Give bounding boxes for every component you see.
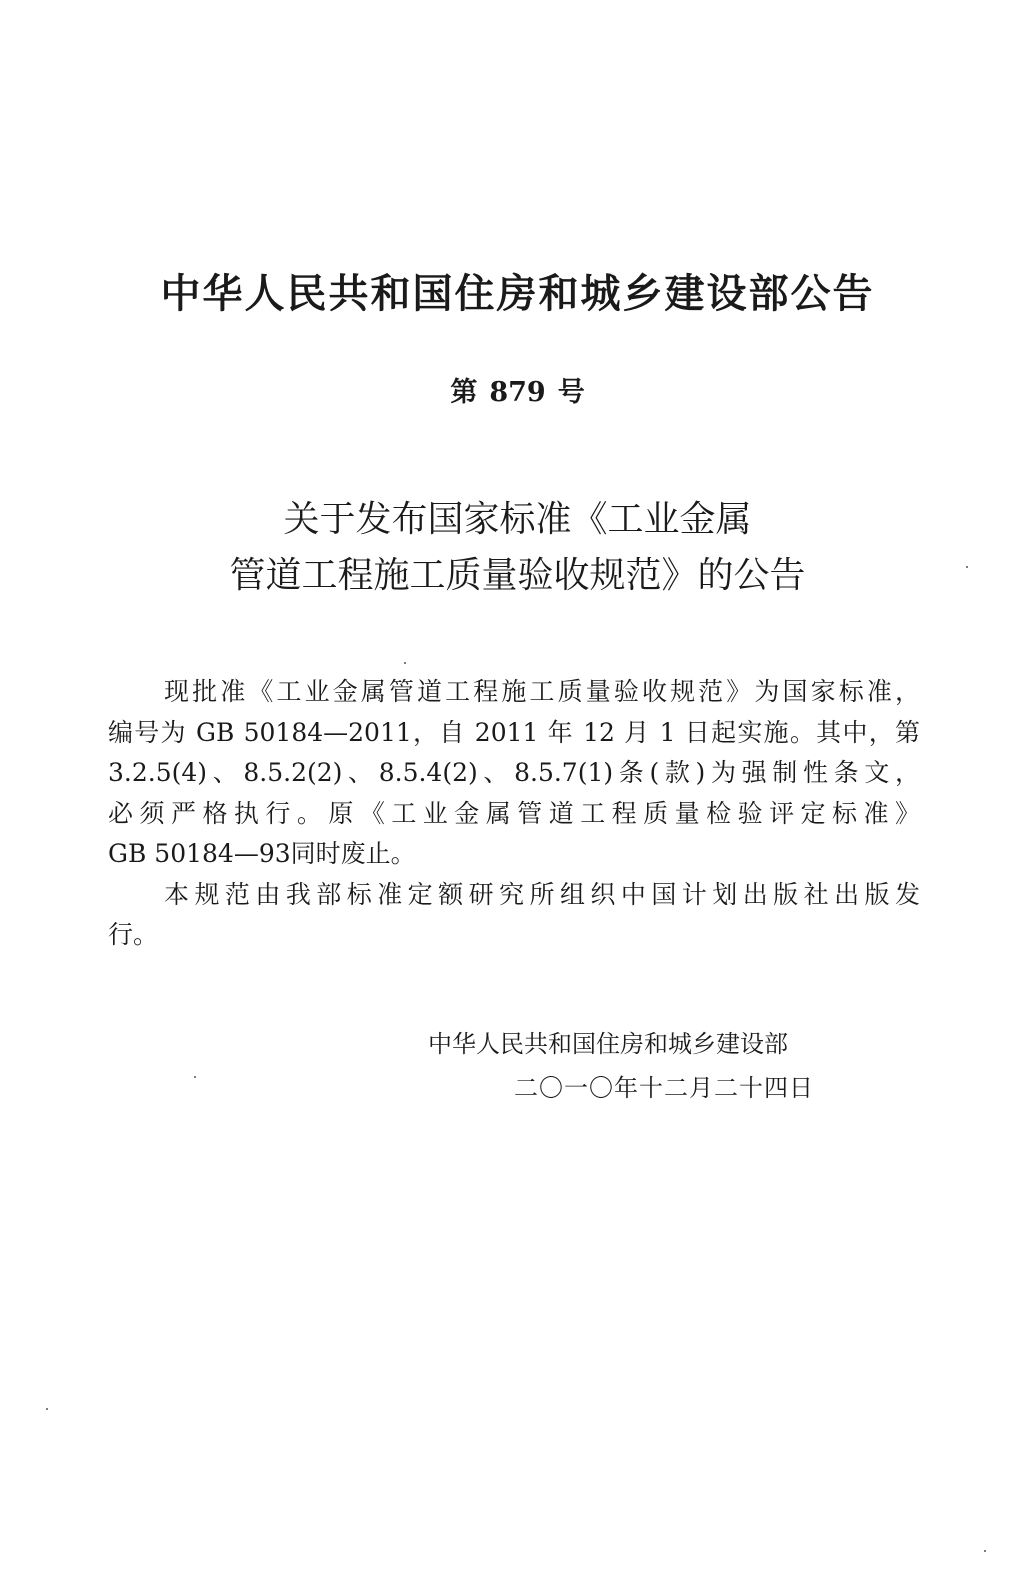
body-line: 现批准《工业金属管道工程施工质量验收规范》为国家标准， (164, 677, 920, 706)
body-line: 本规范由我部标准定额研究所组织中国计划出版社出版发 (164, 879, 920, 909)
issuer-title: 中华人民共和国住房和城乡建设部公告 (160, 271, 875, 317)
scan-speck (404, 662, 406, 664)
signature-block (428, 1022, 814, 1110)
body-line: 必须严格执行。原《工业金属管道工程质量检验评定标准》 (108, 798, 920, 828)
body-line: 编号为 GB 50184—2011，自 2011 年 12 月 1 日起实施。其中，第 (108, 717, 920, 747)
scan-speck (966, 566, 968, 568)
scan-speck (194, 1076, 196, 1078)
body-line: 行。 (108, 920, 159, 949)
number-prefix: 第 (450, 377, 478, 408)
scan-speck (46, 1408, 48, 1410)
subject-line-1: 关于发布国家标准《工业金属 (283, 499, 752, 540)
announcement-subject (0, 492, 1035, 604)
subject-line-2: 管道工程施工质量验收规范》的公告 (229, 555, 806, 596)
number-suffix: 号 (557, 377, 585, 408)
signature-issuer: 中华人民共和国住房和城乡建设部 (428, 1030, 788, 1058)
signature-date: 二〇一〇年十二月二十四日 (514, 1074, 814, 1102)
body-line: GB 50184—93同时废止。 (108, 839, 416, 868)
announcement-body (108, 672, 920, 956)
body-line: 3.2.5(4)、8.5.2(2)、8.5.4(2)、8.5.7(1)条(款)为强制性条文， (108, 758, 920, 787)
number-value: 879 (489, 377, 546, 408)
scan-speck (984, 1550, 986, 1552)
announcement-number (0, 370, 1035, 409)
